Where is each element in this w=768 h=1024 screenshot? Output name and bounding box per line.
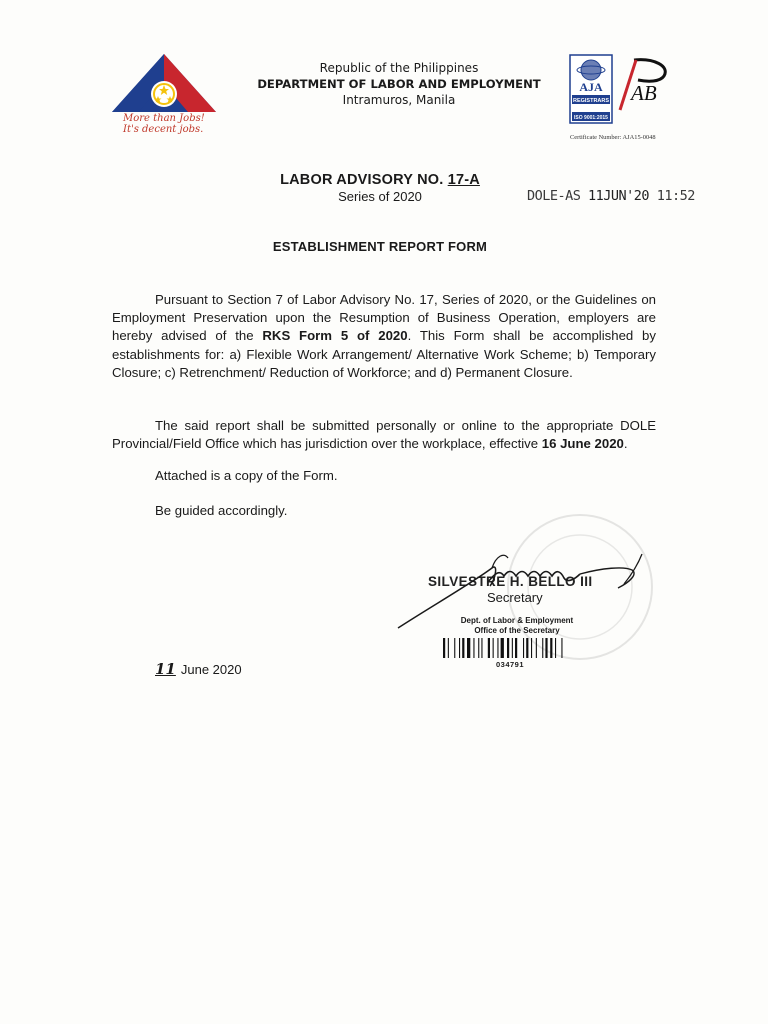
advisory-title-prefix: LABOR ADVISORY NO. xyxy=(280,172,448,188)
city-line: Intramuros, Manila xyxy=(342,93,456,107)
barcode-bar xyxy=(467,638,470,658)
paragraph-4: Be guided accordingly. xyxy=(155,503,288,518)
certificate-number: Certificate Number: AJA15-0048 xyxy=(570,134,656,141)
aja-sub: REGISTRARS xyxy=(572,98,610,104)
letterhead-header xyxy=(254,60,544,108)
republic-line: Republic of the Philippines xyxy=(319,61,479,75)
barcode-bar xyxy=(531,638,532,658)
received-dept: Dept. of Labor & Employment xyxy=(460,616,574,625)
barcode-bar xyxy=(545,638,547,658)
barcode-bar xyxy=(497,638,498,658)
barcode-bar xyxy=(478,638,479,658)
barcode-bar xyxy=(454,638,455,658)
barcode-bar xyxy=(443,638,445,658)
barcode-bar xyxy=(523,638,524,658)
barcode-bar xyxy=(507,638,509,658)
barcode-bar xyxy=(501,638,504,658)
barcode-bar xyxy=(550,638,552,658)
dole-tagline xyxy=(123,113,223,135)
pab-logo xyxy=(614,56,672,120)
stamp-date: 11JUN'20 xyxy=(588,188,650,204)
aja-label: AJA xyxy=(579,80,603,94)
barcode-bar xyxy=(515,638,517,658)
advisory-series: Series of 2020 xyxy=(338,189,422,204)
pab-label: AB xyxy=(631,81,657,105)
barcode-bar xyxy=(555,638,556,658)
tagline-line1: More than Jobs! xyxy=(123,113,205,124)
p2-text-b: . xyxy=(623,436,628,452)
p1-text-a: Pursuant to Section 7 of Labor Advisory No. 17, Series of 2020, or the Guidelines on Employment Preservation upon the Resumption of Business Operation, employers are hereby advised of the xyxy=(112,292,656,344)
form-title: ESTABLISHMENT REPORT FORM xyxy=(272,239,488,254)
iso-label: ISO 9001:2015 xyxy=(574,115,608,121)
advisory-title xyxy=(230,172,530,188)
barcode-bar xyxy=(512,638,513,658)
barcode-bar xyxy=(561,638,562,658)
barcode-bar xyxy=(481,638,482,658)
paragraph-3: Attached is a copy of the Form. xyxy=(155,468,338,483)
p1-text-b: . This Form shall be accomplished by establishments for: a) Flexible Work Arrangement/ Alternative Work Scheme; b) Temporary Closure; c) Retrenchment/ Reduction of Workforce; and d) Permanent Closure. xyxy=(112,328,656,380)
paragraph-2 xyxy=(112,417,656,453)
barcode-bar xyxy=(462,638,464,658)
received-stamp xyxy=(527,188,695,204)
p1-bold: RKS Form 5 of 2020 xyxy=(262,328,408,344)
barcode-bar xyxy=(536,638,537,658)
barcode xyxy=(443,638,608,658)
barcode-bar xyxy=(526,638,528,658)
received-office: Office of the Secretary xyxy=(474,626,560,635)
barcode-bar xyxy=(459,638,460,658)
signatory-name: SILVESTRE H. BELLO III xyxy=(428,574,593,589)
stamp-time: 11:52 xyxy=(649,188,695,204)
barcode-bar xyxy=(448,638,449,658)
barcode-bar xyxy=(473,638,474,658)
stamp-prefix: DOLE-AS xyxy=(527,188,589,204)
advisory-number: 17-A xyxy=(447,172,480,188)
paragraph-1 xyxy=(112,291,656,382)
date-day: 11 xyxy=(155,660,176,678)
date-month-year: June 2020 xyxy=(180,662,242,677)
signatory-title: Secretary xyxy=(487,590,543,605)
barcode-bar xyxy=(542,638,543,658)
document-date xyxy=(155,660,242,678)
advisory-title-block xyxy=(230,172,530,204)
barcode-number: 034791 xyxy=(496,660,525,669)
barcode-bar xyxy=(493,638,494,658)
p2-bold: 16 June 2020 xyxy=(541,436,624,452)
department-line: DEPARTMENT OF LABOR AND EMPLOYMENT xyxy=(257,77,541,91)
barcode-bar xyxy=(488,638,490,658)
tagline-line2: It's decent jobs. xyxy=(123,124,204,135)
aja-registrars-logo xyxy=(569,54,613,124)
p2-text-a: The said report shall be submitted personally or online to the appropriate DOLE Provincial/Field Office which has jurisdiction over the workplace, effective xyxy=(112,418,656,452)
